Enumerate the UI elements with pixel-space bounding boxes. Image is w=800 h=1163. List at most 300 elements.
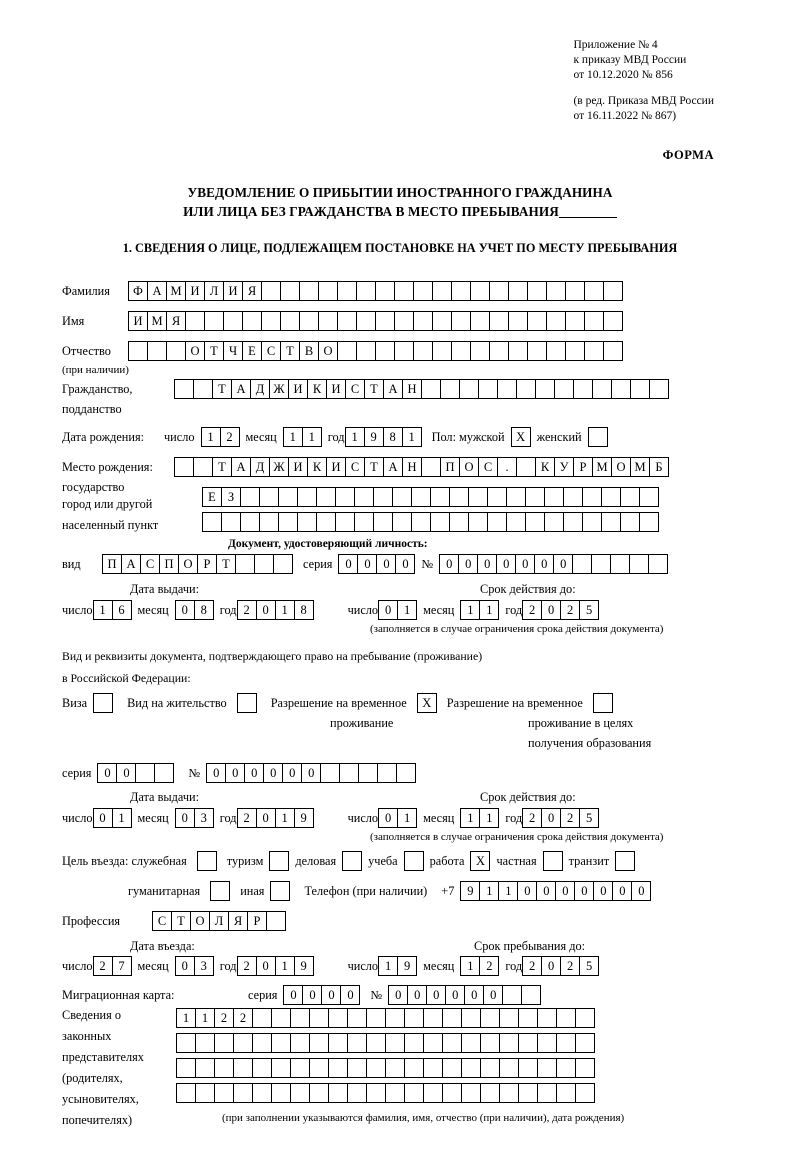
form-cell[interactable]: И [326,379,346,399]
form-cell[interactable] [252,1008,272,1028]
form-cell[interactable]: М [166,281,186,301]
form-cell[interactable]: И [288,379,308,399]
form-cell[interactable] [278,487,298,507]
form-cell[interactable]: Ф [128,281,148,301]
form-cell[interactable] [432,341,452,361]
form-cell[interactable] [413,341,433,361]
form-cell[interactable]: 0 [541,956,561,976]
form-cell[interactable] [430,512,450,532]
form-cell[interactable]: 2 [522,808,542,828]
residence-permit-checkbox[interactable] [237,693,257,713]
form-cell[interactable] [240,487,260,507]
form-cell[interactable] [347,1008,367,1028]
form-cell[interactable] [259,512,279,532]
form-cell[interactable]: 1 [402,427,422,447]
stay-number-cells[interactable] [206,763,416,783]
doc-kind-cells[interactable] [102,554,293,574]
form-cell[interactable] [592,379,612,399]
form-cell[interactable] [421,457,441,477]
form-cell[interactable] [497,379,517,399]
form-cell[interactable] [461,1008,481,1028]
form-cell[interactable] [648,554,668,574]
form-cell[interactable] [499,1058,519,1078]
form-cell[interactable] [385,1058,405,1078]
form-cell[interactable] [546,281,566,301]
form-cell[interactable] [204,311,224,331]
stay-issue-month-cells[interactable] [175,808,214,828]
form-cell[interactable] [254,554,274,574]
form-cell[interactable] [337,281,357,301]
form-cell[interactable]: 0 [376,554,396,574]
form-cell[interactable] [575,1083,595,1103]
form-cell[interactable]: К [535,457,555,477]
form-cell[interactable]: П [440,457,460,477]
form-cell[interactable]: 1 [176,1008,196,1028]
form-cell[interactable] [413,311,433,331]
form-cell[interactable] [356,311,376,331]
form-cell[interactable] [620,487,640,507]
entry-month-cells[interactable] [175,956,214,976]
form-cell[interactable] [563,487,583,507]
form-cell[interactable]: 1 [397,600,417,620]
form-cell[interactable] [603,341,623,361]
form-cell[interactable]: 0 [256,956,276,976]
form-cell[interactable]: И [223,281,243,301]
stayto-day-cells[interactable] [378,956,417,976]
form-cell[interactable] [309,1033,329,1053]
form-cell[interactable] [527,341,547,361]
form-cell[interactable]: 1 [479,881,499,901]
form-cell[interactable]: 1 [283,427,303,447]
citizenship-cells[interactable] [174,379,669,399]
form-cell[interactable] [309,1008,329,1028]
form-cell[interactable] [392,487,412,507]
form-cell[interactable]: 2 [220,427,240,447]
form-cell[interactable] [442,1083,462,1103]
legal-row4-cells[interactable] [176,1083,595,1103]
legal-row2-cells[interactable] [176,1033,595,1053]
form-cell[interactable]: А [231,457,251,477]
form-cell[interactable]: . [497,457,517,477]
form-cell[interactable] [527,311,547,331]
stay-valid-day-cells[interactable] [378,808,417,828]
form-cell[interactable]: 0 [302,985,322,1005]
form-cell[interactable] [468,512,488,532]
form-cell[interactable] [411,512,431,532]
form-cell[interactable] [242,311,262,331]
birthplace-row3-cells[interactable] [202,512,659,532]
form-cell[interactable] [413,281,433,301]
form-cell[interactable]: 9 [397,956,417,976]
form-cell[interactable]: 0 [263,763,283,783]
patronymic-cells[interactable] [128,341,623,361]
form-cell[interactable]: Н [402,457,422,477]
edu-residence-checkbox[interactable] [593,693,613,713]
form-cell[interactable] [584,311,604,331]
purpose-other-checkbox[interactable] [270,881,290,901]
form-cell[interactable] [440,379,460,399]
form-cell[interactable] [516,379,536,399]
form-cell[interactable]: С [345,379,365,399]
form-cell[interactable] [366,1033,386,1053]
form-cell[interactable]: Л [209,911,229,931]
form-cell[interactable]: 2 [93,956,113,976]
form-cell[interactable]: 0 [631,881,651,901]
form-cell[interactable]: 0 [388,985,408,1005]
profession-cells[interactable] [152,911,286,931]
form-cell[interactable] [316,487,336,507]
issue-month-cells[interactable] [175,600,214,620]
form-cell[interactable] [392,512,412,532]
form-cell[interactable] [565,281,585,301]
form-cell[interactable] [176,1058,196,1078]
form-cell[interactable] [299,281,319,301]
form-cell[interactable]: 8 [194,600,214,620]
form-cell[interactable] [337,341,357,361]
form-cell[interactable]: 0 [282,763,302,783]
form-cell[interactable]: 1 [397,808,417,828]
form-cell[interactable] [461,1058,481,1078]
form-cell[interactable] [366,1008,386,1028]
form-cell[interactable] [442,1008,462,1028]
purpose-transit-checkbox[interactable] [615,851,635,871]
form-cell[interactable] [449,487,469,507]
form-cell[interactable]: 0 [93,808,113,828]
birthplace-row1-cells[interactable] [174,457,669,477]
form-cell[interactable]: Р [197,554,217,574]
stay-issue-day-cells[interactable] [93,808,132,828]
form-cell[interactable] [385,1008,405,1028]
form-cell[interactable] [639,512,659,532]
form-cell[interactable] [176,1033,196,1053]
form-cell[interactable] [629,554,649,574]
form-cell[interactable]: 5 [579,956,599,976]
form-cell[interactable]: Е [242,341,262,361]
form-cell[interactable]: 0 [206,763,226,783]
form-cell[interactable]: 0 [439,554,459,574]
form-cell[interactable] [506,512,526,532]
form-cell[interactable]: 3 [194,808,214,828]
form-cell[interactable]: С [478,457,498,477]
form-cell[interactable] [394,341,414,361]
form-cell[interactable] [233,1033,253,1053]
form-cell[interactable]: 6 [112,600,132,620]
form-cell[interactable]: 0 [175,600,195,620]
form-cell[interactable]: О [185,341,205,361]
form-cell[interactable]: 0 [338,554,358,574]
form-cell[interactable] [468,487,488,507]
form-cell[interactable] [516,457,536,477]
form-cell[interactable]: 0 [175,956,195,976]
form-cell[interactable] [128,341,148,361]
form-cell[interactable] [575,1058,595,1078]
form-cell[interactable] [154,763,174,783]
form-cell[interactable] [318,281,338,301]
form-cell[interactable]: 9 [460,881,480,901]
form-cell[interactable]: 2 [237,808,257,828]
form-cell[interactable]: 2 [560,600,580,620]
valid-year-cells[interactable] [522,600,599,620]
form-cell[interactable] [584,341,604,361]
form-cell[interactable] [508,341,528,361]
form-cell[interactable] [527,281,547,301]
form-cell[interactable]: Т [280,341,300,361]
form-cell[interactable]: 1 [498,881,518,901]
form-cell[interactable]: 8 [294,600,314,620]
form-cell[interactable] [354,512,374,532]
form-cell[interactable] [366,1083,386,1103]
form-cell[interactable]: П [159,554,179,574]
form-cell[interactable] [271,1008,291,1028]
form-cell[interactable]: О [178,554,198,574]
form-cell[interactable] [375,311,395,331]
form-cell[interactable] [451,311,471,331]
form-cell[interactable] [537,1033,557,1053]
form-cell[interactable] [404,1008,424,1028]
form-cell[interactable] [470,311,490,331]
form-cell[interactable] [354,487,374,507]
form-cell[interactable]: 1 [479,808,499,828]
form-cell[interactable] [537,1083,557,1103]
form-cell[interactable] [480,1083,500,1103]
form-cell[interactable]: С [345,457,365,477]
form-cell[interactable] [261,311,281,331]
birth-day-cells[interactable] [201,427,240,447]
form-cell[interactable] [451,341,471,361]
legal-row3-cells[interactable] [176,1058,595,1078]
form-cell[interactable] [328,1033,348,1053]
form-cell[interactable] [544,512,564,532]
doc-series-cells[interactable] [338,554,415,574]
form-cell[interactable] [366,1058,386,1078]
form-cell[interactable] [377,763,397,783]
form-cell[interactable]: Т [364,457,384,477]
form-cell[interactable] [442,1033,462,1053]
form-cell[interactable]: 1 [460,956,480,976]
stayto-month-cells[interactable] [460,956,499,976]
form-cell[interactable] [525,487,545,507]
form-cell[interactable] [449,512,469,532]
form-cell[interactable]: Д [250,457,270,477]
form-cell[interactable] [394,281,414,301]
form-cell[interactable] [499,1008,519,1028]
form-cell[interactable] [320,763,340,783]
form-cell[interactable] [480,1033,500,1053]
form-cell[interactable]: И [288,457,308,477]
form-cell[interactable] [518,1058,538,1078]
form-cell[interactable] [339,763,359,783]
form-cell[interactable]: 1 [345,427,365,447]
form-cell[interactable]: 1 [275,956,295,976]
form-cell[interactable]: 1 [201,427,221,447]
issue-day-cells[interactable] [93,600,132,620]
stay-series-cells[interactable] [97,763,174,783]
surname-cells[interactable] [128,281,623,301]
stay-valid-year-cells[interactable] [522,808,599,828]
form-cell[interactable]: 9 [294,808,314,828]
form-cell[interactable]: 0 [517,881,537,901]
form-cell[interactable] [554,379,574,399]
form-cell[interactable]: К [307,379,327,399]
form-cell[interactable]: 1 [302,427,322,447]
form-cell[interactable] [290,1008,310,1028]
form-cell[interactable] [432,311,452,331]
form-cell[interactable]: Я [242,281,262,301]
form-cell[interactable] [240,512,260,532]
form-cell[interactable] [223,311,243,331]
form-cell[interactable] [328,1083,348,1103]
form-cell[interactable]: 1 [378,956,398,976]
form-cell[interactable] [309,1058,329,1078]
form-cell[interactable]: О [611,457,631,477]
form-cell[interactable] [508,311,528,331]
form-cell[interactable] [328,1058,348,1078]
form-cell[interactable] [478,379,498,399]
mig-number-cells[interactable] [388,985,541,1005]
form-cell[interactable]: Е [202,487,222,507]
form-cell[interactable] [432,281,452,301]
form-cell[interactable] [337,311,357,331]
form-cell[interactable] [601,487,621,507]
form-cell[interactable] [499,1033,519,1053]
valid-month-cells[interactable] [460,600,499,620]
form-cell[interactable]: 0 [357,554,377,574]
form-cell[interactable] [316,512,336,532]
purpose-humanitarian-checkbox[interactable] [210,881,230,901]
form-cell[interactable] [214,1033,234,1053]
form-cell[interactable] [309,1083,329,1103]
form-cell[interactable]: О [318,341,338,361]
form-cell[interactable]: 1 [275,600,295,620]
form-cell[interactable] [252,1058,272,1078]
form-cell[interactable]: Т [204,341,224,361]
form-cell[interactable] [470,341,490,361]
name-cells[interactable] [128,311,623,331]
form-cell[interactable] [273,554,293,574]
form-cell[interactable] [649,379,669,399]
form-cell[interactable] [290,1058,310,1078]
form-cell[interactable]: М [592,457,612,477]
purpose-work-checkbox[interactable]: Х [470,851,490,871]
form-cell[interactable] [195,1058,215,1078]
form-cell[interactable] [176,1083,196,1103]
form-cell[interactable]: О [459,457,479,477]
form-cell[interactable] [489,341,509,361]
form-cell[interactable]: А [147,281,167,301]
doc-number-cells[interactable] [439,554,668,574]
form-cell[interactable] [174,379,194,399]
form-cell[interactable] [423,1058,443,1078]
form-cell[interactable]: Т [171,911,191,931]
form-cell[interactable] [404,1033,424,1053]
form-cell[interactable]: 0 [244,763,264,783]
form-cell[interactable] [404,1058,424,1078]
temp-residence-checkbox[interactable]: Х [417,693,437,713]
form-cell[interactable] [535,379,555,399]
form-cell[interactable] [261,281,281,301]
form-cell[interactable] [195,1033,215,1053]
form-cell[interactable]: 0 [574,881,594,901]
form-cell[interactable]: Т [212,457,232,477]
entry-year-cells[interactable] [237,956,314,976]
form-cell[interactable]: 2 [237,956,257,976]
form-cell[interactable]: 0 [283,985,303,1005]
form-cell[interactable] [556,1008,576,1028]
form-cell[interactable] [611,379,631,399]
form-cell[interactable]: 0 [445,985,465,1005]
form-cell[interactable] [356,281,376,301]
form-cell[interactable]: В [299,341,319,361]
form-cell[interactable]: 0 [395,554,415,574]
form-cell[interactable] [259,487,279,507]
form-cell[interactable] [591,554,611,574]
form-cell[interactable] [499,1083,519,1103]
form-cell[interactable]: 1 [460,600,480,620]
form-cell[interactable]: С [261,341,281,361]
form-cell[interactable] [358,763,378,783]
form-cell[interactable]: А [383,457,403,477]
form-cell[interactable] [582,512,602,532]
form-cell[interactable]: С [152,911,172,931]
form-cell[interactable] [385,1033,405,1053]
stay-issue-year-cells[interactable] [237,808,314,828]
form-cell[interactable]: 2 [560,808,580,828]
form-cell[interactable] [347,1033,367,1053]
form-cell[interactable]: 7 [112,956,132,976]
form-cell[interactable]: 0 [256,600,276,620]
form-cell[interactable] [375,341,395,361]
form-cell[interactable] [233,1083,253,1103]
form-cell[interactable] [297,512,317,532]
form-cell[interactable]: К [307,457,327,477]
form-cell[interactable] [556,1083,576,1103]
form-cell[interactable]: 0 [612,881,632,901]
form-cell[interactable] [423,1083,443,1103]
form-cell[interactable] [518,1033,538,1053]
form-cell[interactable] [193,457,213,477]
form-cell[interactable] [335,487,355,507]
form-cell[interactable]: Р [247,911,267,931]
form-cell[interactable]: Ж [269,457,289,477]
form-cell[interactable] [573,379,593,399]
form-cell[interactable] [235,554,255,574]
form-cell[interactable] [556,1033,576,1053]
form-cell[interactable]: О [190,911,210,931]
purpose-private-checkbox[interactable] [543,851,563,871]
form-cell[interactable]: 0 [175,808,195,828]
form-cell[interactable] [544,487,564,507]
form-cell[interactable] [214,1083,234,1103]
form-cell[interactable] [461,1083,481,1103]
form-cell[interactable]: Ч [223,341,243,361]
form-cell[interactable]: А [231,379,251,399]
form-cell[interactable] [193,379,213,399]
form-cell[interactable] [537,1008,557,1028]
form-cell[interactable] [290,1083,310,1103]
form-cell[interactable]: 1 [93,600,113,620]
form-cell[interactable]: 1 [460,808,480,828]
form-cell[interactable] [487,487,507,507]
entry-day-cells[interactable] [93,956,132,976]
birth-month-cells[interactable] [283,427,322,447]
legal-row1-cells[interactable] [176,1008,595,1028]
form-cell[interactable]: А [383,379,403,399]
form-cell[interactable]: Ж [269,379,289,399]
form-cell[interactable]: 0 [483,985,503,1005]
form-cell[interactable]: 0 [534,554,554,574]
form-cell[interactable]: 0 [225,763,245,783]
form-cell[interactable] [508,281,528,301]
